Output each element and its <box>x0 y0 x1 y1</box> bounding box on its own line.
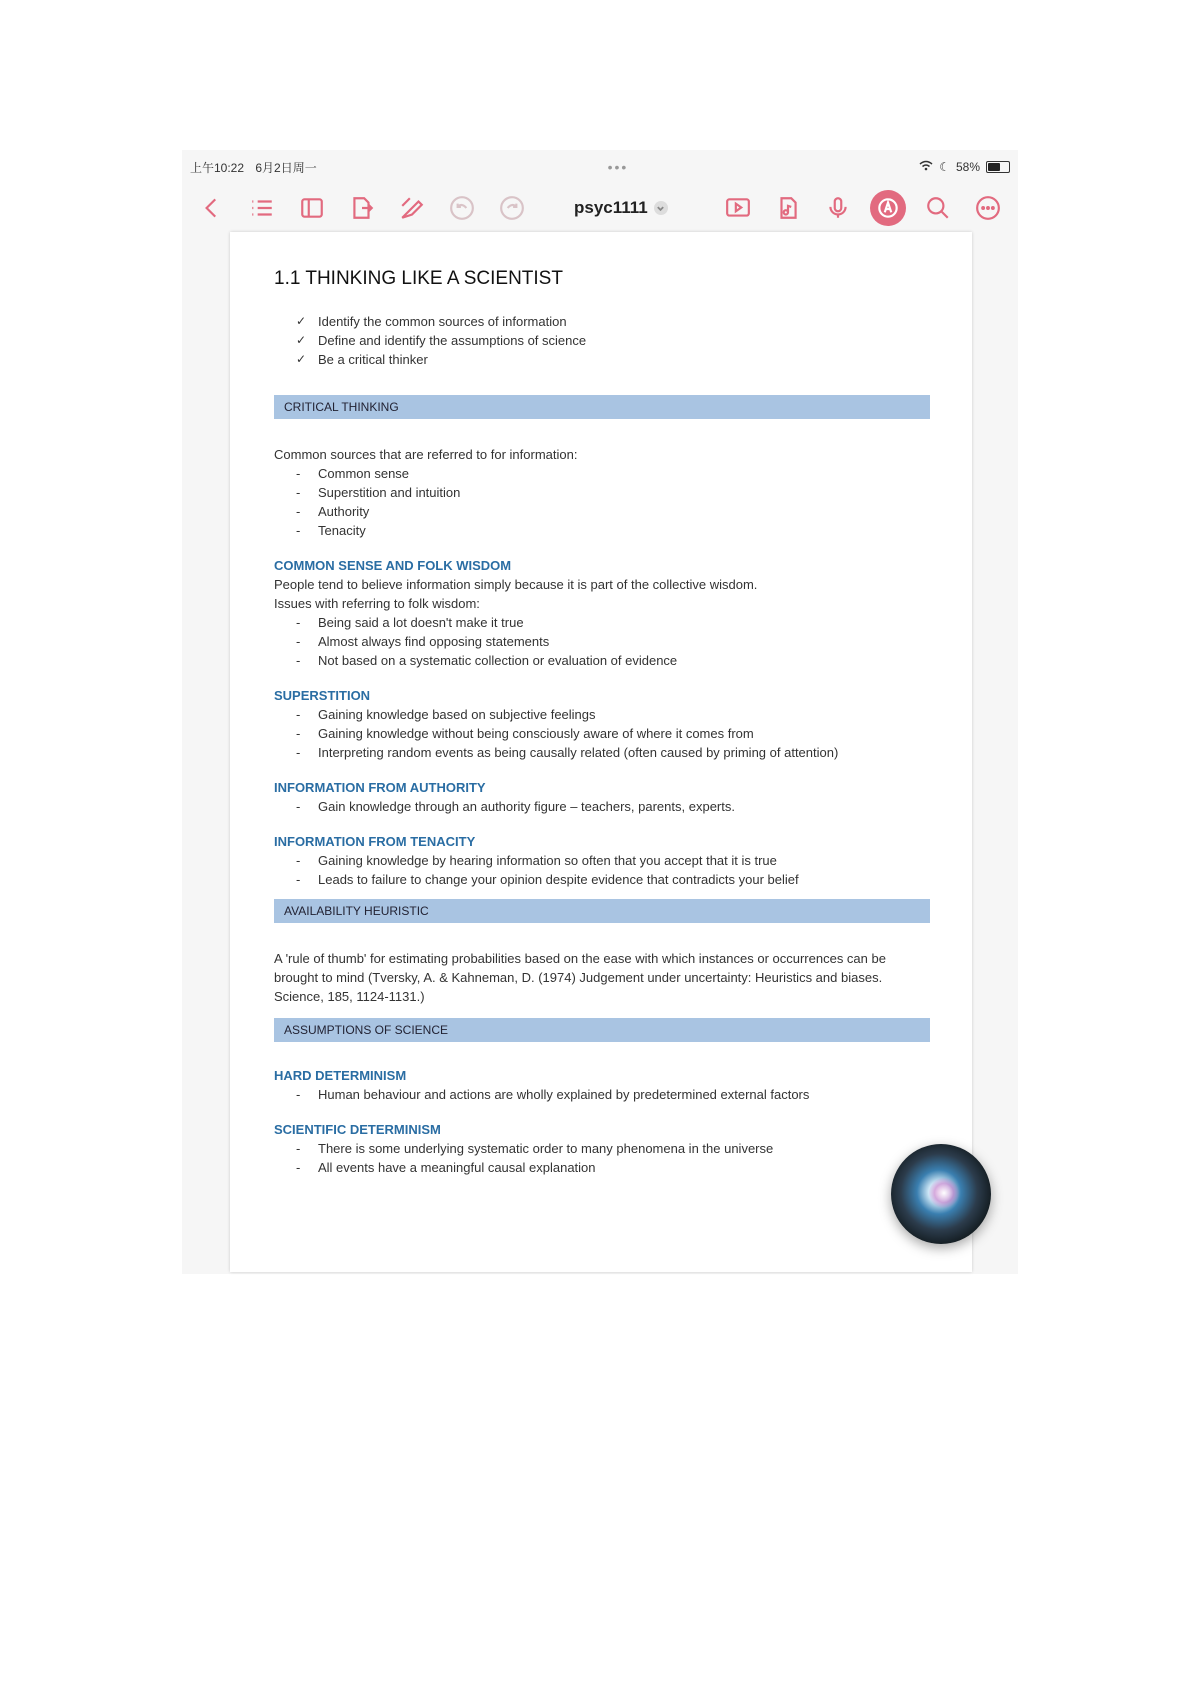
hard-determinism-list <box>274 1085 930 1104</box>
sources-list <box>274 464 930 540</box>
list-item: ✓ Define and identify the assumptions of science <box>274 331 930 350</box>
list-item: - Interpreting random events as being causally related (often caused by priming of attention) <box>274 743 930 762</box>
status-right <box>919 160 1010 174</box>
heading-authority: INFORMATION FROM AUTHORITY <box>274 780 486 795</box>
common-sense-issues: Issues with referring to folk wisdom: <box>274 596 480 611</box>
pen-icon <box>399 195 425 221</box>
list-item: - Human behaviour and actions are wholly explained by predetermined external factors <box>274 1085 930 1104</box>
list-item: - Gain knowledge through an authority figure – teachers, parents, experts. <box>274 797 930 816</box>
tenacity-list <box>274 851 930 889</box>
list-item: - There is some underlying systematic order to many phenomena in the universe <box>274 1139 930 1158</box>
page-export-icon <box>349 195 375 221</box>
list-item: ✓ Identify the common sources of information <box>274 312 930 331</box>
audio-document-button[interactable] <box>770 190 806 226</box>
search-icon <box>925 195 951 221</box>
list-item: - Common sense <box>274 464 930 483</box>
section-band-critical-thinking: CRITICAL THINKING <box>274 395 930 419</box>
heading-scientific-determinism: SCIENTIFIC DETERMINISM <box>274 1122 441 1137</box>
microphone-button[interactable] <box>820 190 856 226</box>
pencil-circle-icon <box>875 195 901 221</box>
document-page[interactable] <box>230 232 972 1272</box>
list-item: - Almost always find opposing statements <box>274 632 930 651</box>
wifi-icon <box>919 160 933 174</box>
list-icon <box>249 195 275 221</box>
page-content <box>274 268 930 1177</box>
list-item: - Tenacity <box>274 521 930 540</box>
chevron-left-icon <box>199 195 225 221</box>
pen-tools-button[interactable] <box>394 190 430 226</box>
status-time: 上午10:22 <box>190 160 245 175</box>
section-title: 1.1 THINKING LIKE A SCIENTIST <box>274 268 563 289</box>
list-item: ✓ Be a critical thinker <box>274 350 930 369</box>
list-item: - Being said a lot doesn't make it true <box>274 613 930 632</box>
list-item: - Superstition and intuition <box>274 483 930 502</box>
sources-intro: Common sources that are referred to for information: <box>274 447 578 462</box>
superstition-list <box>274 705 930 762</box>
toolbar <box>182 184 1018 232</box>
document-audio-icon <box>775 195 801 221</box>
common-sense-list <box>274 613 930 670</box>
list-item: - Not based on a systematic collection or evaluation of evidence <box>274 651 930 670</box>
status-date: 6月2日周一 <box>255 160 317 175</box>
status-left <box>190 159 317 176</box>
heading-superstition: SUPERSTITION <box>274 688 371 703</box>
more-button[interactable] <box>970 190 1006 226</box>
presentation-button[interactable] <box>720 190 756 226</box>
status-bar <box>182 150 1018 184</box>
sidebar-button[interactable] <box>294 190 330 226</box>
list-item: - Leads to failure to change your opinion despite evidence that contradicts your belief <box>274 870 930 889</box>
objectives-list <box>274 312 930 369</box>
heading-hard-determinism: HARD DETERMINISM <box>274 1068 407 1083</box>
microphone-icon <box>825 195 851 221</box>
multitask-dots[interactable]: ••• <box>607 159 629 175</box>
heading-common-sense: COMMON SENSE AND FOLK WISDOM <box>274 558 512 573</box>
scientific-determinism-list <box>274 1139 930 1177</box>
redo-icon <box>499 195 525 221</box>
battery-percent: 58% <box>955 160 980 174</box>
play-screen-icon <box>725 195 751 221</box>
back-button[interactable] <box>194 190 230 226</box>
siri-orb-icon[interactable] <box>891 1144 991 1244</box>
sidebar-icon <box>299 195 325 221</box>
section-band-assumptions: ASSUMPTIONS OF SCIENCE <box>274 1018 930 1042</box>
common-sense-paragraph: People tend to believe information simply because it is part of the collective wisdom. <box>274 577 758 592</box>
list-item: - Gaining knowledge without being consciously aware of where it comes from <box>274 724 930 743</box>
list-item: - All events have a meaningful causal explanation <box>274 1158 930 1177</box>
siri-glow <box>929 1178 959 1208</box>
search-button[interactable] <box>920 190 956 226</box>
document-title: psyc1111 <box>574 198 648 217</box>
battery-icon <box>986 161 1010 173</box>
availability-paragraph: A 'rule of thumb' for estimating probabilities based on the ease with which instances or occurrences can be brought to mind (Tversky, A. & Kahneman, D. (1974) Judgement under uncertainty: Heuristics and biases. Science, 185, 1124-1131.) <box>274 951 886 1004</box>
chevron-down-icon <box>654 201 668 215</box>
list-item: - Gaining knowledge based on subjective feelings <box>274 705 930 724</box>
authority-list <box>274 797 930 816</box>
outline-button[interactable] <box>244 190 280 226</box>
pencil-mode-button[interactable] <box>870 190 906 226</box>
section-band-availability: AVAILABILITY HEURISTIC <box>274 899 930 923</box>
list-item: - Authority <box>274 502 930 521</box>
undo-icon <box>449 195 475 221</box>
heading-tenacity: INFORMATION FROM TENACITY <box>274 834 476 849</box>
moon-icon: ☾ <box>939 160 950 174</box>
more-icon <box>975 195 1001 221</box>
document-title-button[interactable] <box>574 198 668 218</box>
add-page-button[interactable] <box>344 190 380 226</box>
redo-button[interactable] <box>494 190 530 226</box>
undo-button[interactable] <box>444 190 480 226</box>
list-item: - Gaining knowledge by hearing information so often that you accept that it is true <box>274 851 930 870</box>
